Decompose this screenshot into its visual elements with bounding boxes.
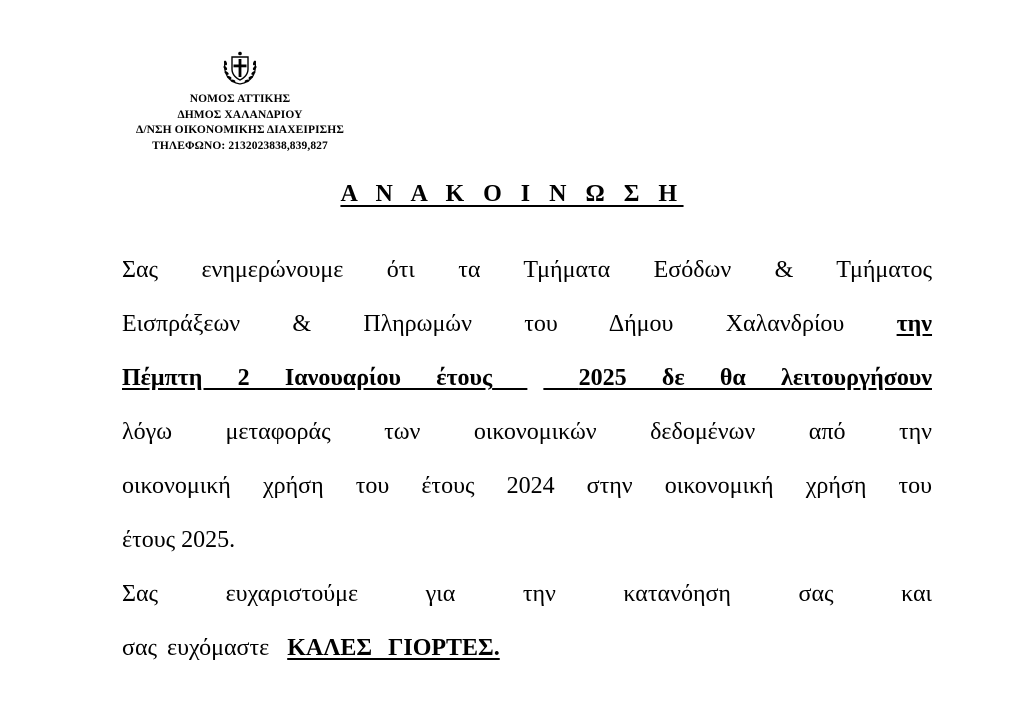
department-name: Δ/ΝΣΗ ΟΙΚΟΝΟΜΙΚΗΣ ΔΙΑΧΕΙΡΙΣΗΣ (136, 124, 344, 136)
letterhead (120, 92, 360, 154)
greek-coat-of-arms-icon (221, 49, 259, 87)
body-line-8 (122, 634, 932, 662)
phone-number: ΤΗΛΕΦΩΝΟ: 2132023838,839,827 (152, 139, 328, 152)
body-line-1: Σας ενημερώνουμε ότι τα Τμήματα Εσόδων & Τμήματος (122, 257, 932, 283)
emphasis-text: την (896, 311, 933, 337)
body-line-6: έτους 2025. (122, 527, 236, 553)
holiday-greeting: ΚΑΛΕΣ ΓΙΟΡΤΕΣ. (287, 635, 500, 661)
closing-text: σας ευχόμαστε (122, 635, 270, 661)
body-line-3-emphasis (122, 364, 932, 392)
body-line-7: Σας ευχαριστούμε για την κατανόηση σας και (122, 581, 932, 607)
body-line-2 (122, 310, 932, 338)
closure-statement: 2025 δε θα λειτουργήσουν (578, 365, 932, 391)
body-line-4: λόγω μεταφοράς των οικονομικών δεδομένων από την (122, 419, 932, 445)
municipality-name: ΔΗΜΟΣ ΧΑΛΑΝΔΡΙΟΥ (177, 108, 303, 121)
body-line-2-text: Εισπράξεων & Πληρωμών του Δήμου Χαλανδρίου (122, 311, 845, 337)
prefecture-name: ΝΟΜΟΣ ΑΤΤΙΚΗΣ (189, 93, 291, 105)
announcement-title: Α Ν Α Κ Ο Ι Ν Ω Σ Η (340, 181, 684, 207)
closure-date: Πέμπτη 2 Ιανουαρίου έτους (122, 365, 493, 391)
body-line-5: οικονομική χρήση του έτους 2024 στην οικονομική χρήση του (122, 473, 932, 499)
